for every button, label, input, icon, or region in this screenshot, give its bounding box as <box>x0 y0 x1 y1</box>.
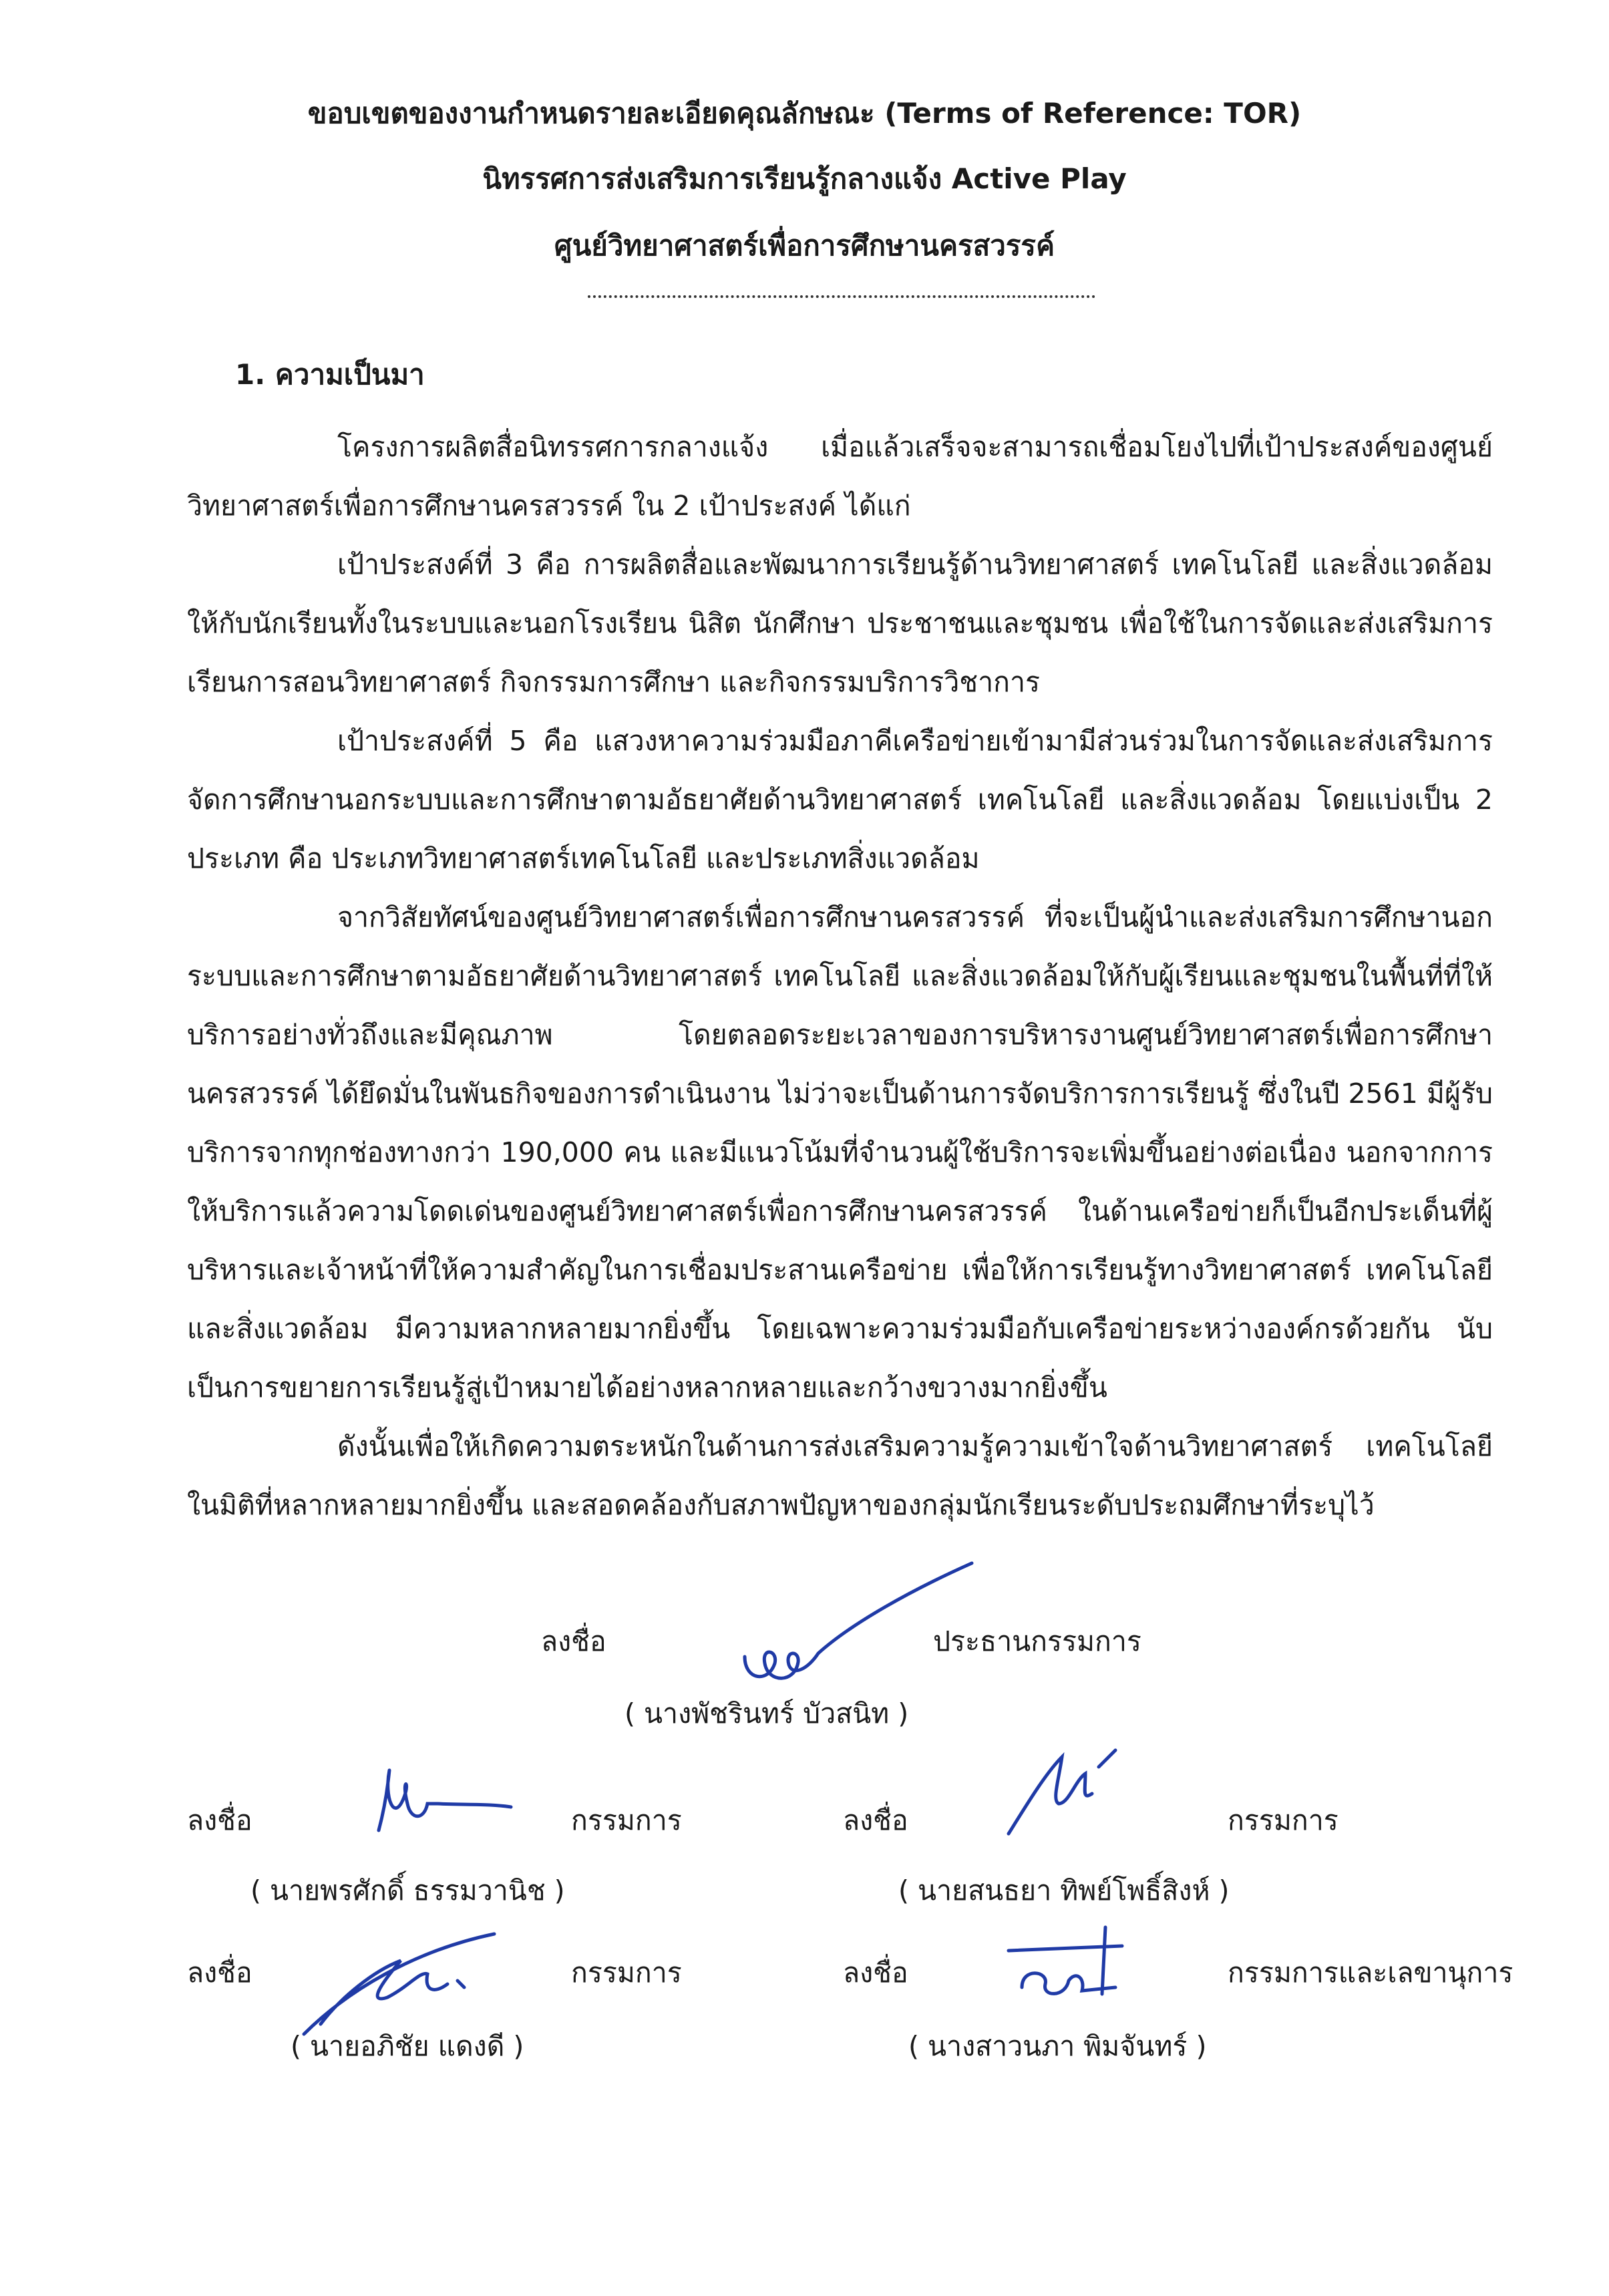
paragraph: โครงการผลิตสื่อนิทรรศการกลางแจ้ง เมื่อแล้วเสร็จจะสามารถเชื่อมโยงไปที่เป้าประสงค์ของศูนย์วิทยาศาสตร์เพื่อการศึกษานครสวรรค์ ใน 2 เป้าประสงค์ ได้แก่ <box>187 431 1493 522</box>
document-title: ขอบเขตของงานกำหนดรายละเอียดคุณลักษณะ (Terms of Reference: TOR) <box>307 97 1302 130</box>
member1-signature <box>364 1750 518 1850</box>
member1-name: ( นายพรศักดิ์ ธรรมวานิช ) <box>250 1874 565 1907</box>
paragraph: เป้าประสงค์ที่ 5 คือ แสวงหาความร่วมมือภาคีเครือข่ายเข้ามามีส่วนร่วมในการจัดและส่งเสริมการจัดการศึกษานอกระบบและการศึกษาตามอัธยาศัยด้านวิทยาศาสตร์ เทคโนโลยี และสิ่งแวดล้อม โดยแบ่งเป็น 2 ประเภท คือ ประเภทวิทยาศาสตร์เทคโนโลยี และประเภทสิ่งแวดล้อม <box>187 725 1493 874</box>
chair-name: ( นางพัชรินทร์ บัวสนิท ) <box>624 1697 909 1730</box>
sign-label-secretary: ลงชื่อ <box>843 1957 908 1989</box>
dotted-separator <box>588 294 1095 298</box>
member3-role: กรรมการ <box>571 1957 682 1989</box>
organization-title: ศูนย์วิทยาศาสตร์เพื่อการศึกษานครสวรรค์ <box>554 229 1055 262</box>
sign-label-chair: ลงชื่อ <box>541 1625 606 1657</box>
member2-signature <box>999 1740 1139 1847</box>
sign-label-member2: ลงชื่อ <box>843 1804 908 1836</box>
member1-role: กรรมการ <box>571 1804 682 1836</box>
member3-name: ( นายอภิชัย แดงดี ) <box>291 2030 524 2062</box>
paragraph: ดังนั้นเพื่อให้เกิดความตระหนักในด้านการส่งเสริมความรู้ความเข้าใจด้านวิทยาศาสตร์ เทคโนโลยี ในมิติที่หลากหลายมากยิ่งขึ้น และสอดคล้องกับสภาพปัญหาของกลุ่มนักเรียนระดับประถมศึกษาที่ระบุไว้ <box>187 1430 1493 1521</box>
sign-label-member1: ลงชื่อ <box>187 1804 252 1836</box>
paragraph: จากวิสัยทัศน์ของศูนย์วิทยาศาสตร์เพื่อการศึกษานครสวรรค์ ที่จะเป็นผู้นำและส่งเสริมการศึกษานอกระบบและการศึกษาตามอัธยาศัยด้านวิทยาศาสตร์ เทคโนโลยี และสิ่งแวดล้อมให้กับผู้เรียนและชุมชนในพื้นที่ที่ให้บริการอย่างทั่วถึงและมีคุณภาพ โดยตลอดระยะเวลาของการบริหารงานศูนย์วิทยาศาสตร์เพื่อการศึกษานครสวรรค์ ได้ยึดมั่นในพันธกิจของการดำเนินงาน ไม่ว่าจะเป็นด้านการจัดบริการการเรียนรู้ ซึ่งในปี 2561 มีผู้รับบริการจากทุกช่องทางกว่า 190,000 คน และมีแนวโน้มที่จำนวนผู้ใช้บริการจะเพิ่มขึ้นอย่างต่อเนื่อง นอกจากการให้บริการแล้วความโดดเด่นของศูนย์วิทยาศาสตร์เพื่อการศึกษานครสวรรค์ ในด้านเครือข่ายก็เป็นอีกประเด็นที่ผู้บริหารและเจ้าหน้าที่ให้ความสำคัญในการเชื่อมประสานเครือข่าย เพื่อให้การเรียนรู้ทางวิทยาศาสตร์ เทคโนโลยีและสิ่งแวดล้อม มีความหลากหลายมากยิ่งขึ้น โดยเฉพาะความร่วมมือกับเครือข่ายระหว่างองค์กรด้วยกัน นับเป็นการขยายการเรียนรู้สู่เป้าหมายได้อย่างหลากหลายและกว้างขวางมากยิ่งขึ้น <box>187 901 1493 1404</box>
chair-role: ประธานกรรมการ <box>933 1625 1141 1657</box>
member2-name: ( นายสนธยา ทิพย์โพธิ์สิงห์ ) <box>898 1874 1230 1907</box>
section-heading: 1. ความเป็นมา <box>235 358 425 391</box>
secretary-role: กรรมการและเลขานุการ <box>1228 1957 1513 1989</box>
project-title: นิทรรศการส่งเสริมการเรียนรู้กลางแจ้ง Active Play <box>482 162 1127 195</box>
sign-label-member3: ลงชื่อ <box>187 1957 252 1989</box>
paragraph: เป้าประสงค์ที่ 3 คือ การผลิตสื่อและพัฒนาการเรียนรู้ด้านวิทยาศาสตร์ เทคโนโลยี และสิ่งแวดล้อมให้กับนักเรียนทั้งในระบบและนอกโรงเรียน นิสิต นักศึกษา ประชาชนและชุมชน เพื่อใช้ในการจัดและส่งเสริมการเรียนการสอนวิทยาศาสตร์ กิจกรรมการศึกษา และกิจกรรมบริการวิชาการ <box>187 548 1493 698</box>
member2-role: กรรมการ <box>1228 1804 1338 1836</box>
section-body <box>187 418 1493 1534</box>
secretary-signature <box>1002 1914 1149 2007</box>
member3-signature <box>294 1924 514 2044</box>
secretary-name: ( นางสาวนภา พิมจันทร์ ) <box>908 2030 1207 2062</box>
